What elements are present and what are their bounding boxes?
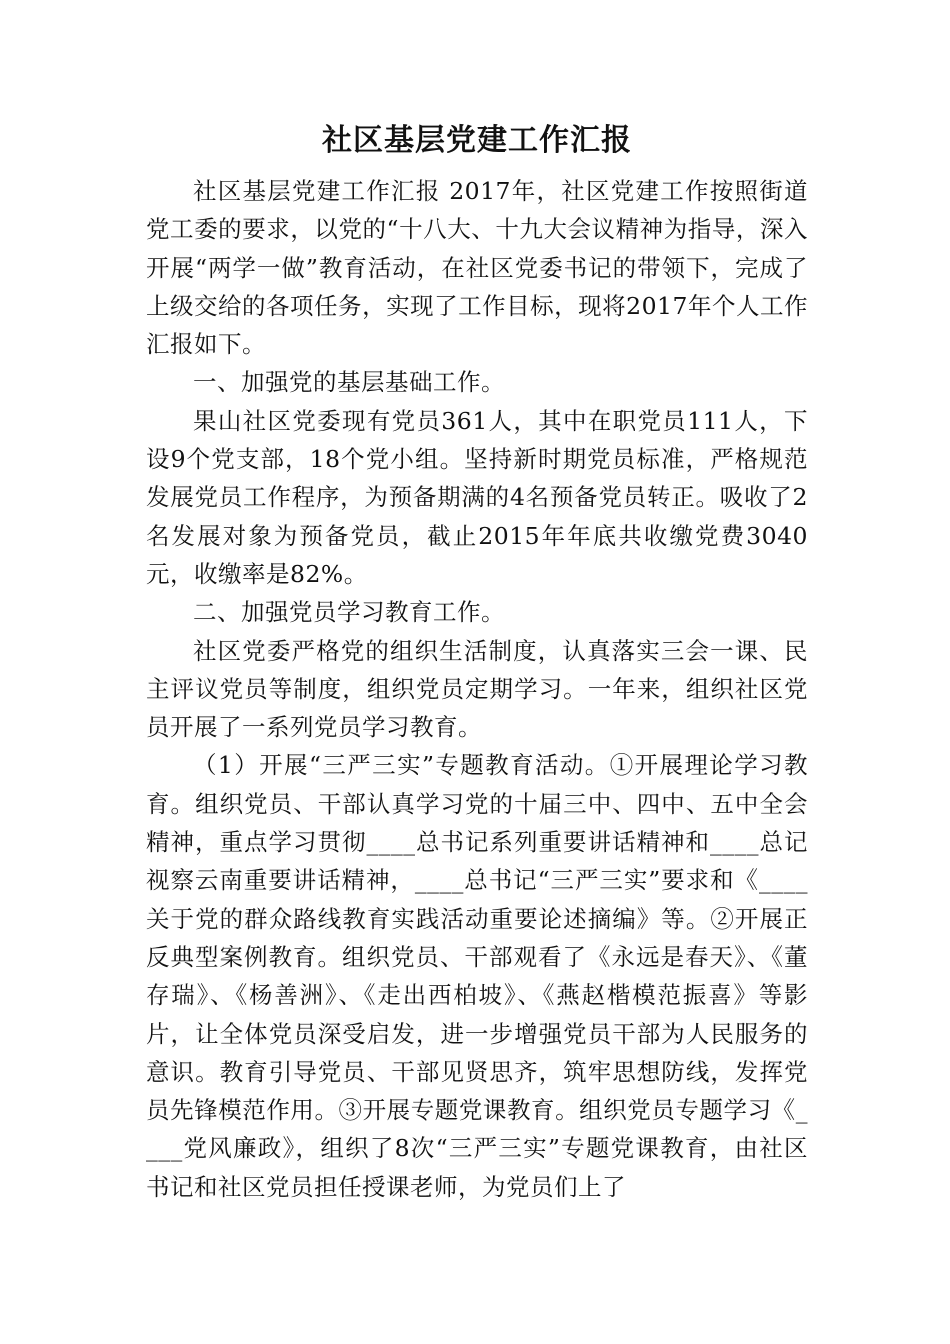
paragraph-intro: 社区基层党建工作汇报 2017年，社区党建工作按照街道党工委的要求，以党的“十八大、十九大会议精神为指导，深入开展“两学一做”教育活动，在社区党委书记的带领下，完成了上级交给的各项任务，实现了工作目标，现将2017年个人工作汇报如下。	[146, 177, 808, 359]
paragraph-item-1: （1）开展“三严三实”专题教育活动。①开展理论学习教育。组织党员、干部认真学习党的十届三中、四中、五中全会精神，重点学习贯彻____总书记系列重要讲话精神和____总记视察云南重要讲话精神，____总书记“三严三实”要求和《____关于党的群众路线教育实践活动重要论述摘编》等。②开展正反典型案例教育。组织党员、干部观看了《永远是春天》、《董存瑞》、《杨善洲》、《走出西柏坡》、《燕赵楷模范振喜》等影片，让全体党员深受启发，进一步增强党员干部为人民服务的意识。教育引导党员、干部见贤思齐，筑牢思想防线，发挥党员先锋模范作用。③开展专题党课教育。组织党员专题学习《____党风廉政》，组织了8次“三严三实”专题党课教育，由社区书记和社区党员担任授课老师，为党员们上了	[146, 751, 808, 1201]
section-heading-2: 二、加强党员学习教育工作。	[193, 598, 505, 627]
section-heading-1: 一、加强党的基层基础工作。	[193, 368, 505, 397]
paragraph-section-2: 社区党委严格党的组织生活制度，认真落实三会一课、民主评议党员等制度，组织党员定期学习。一年来，组织社区党员开展了一系列党员学习教育。	[146, 636, 808, 742]
document-page	[146, 118, 808, 1206]
document-title: 社区基层党建工作汇报	[322, 123, 632, 158]
paragraph-section-1: 果山社区党委现有党员361人，其中在职党员111人，下设9个党支部，18个党小组。坚持新时期党员标准，严格规范发展党员工作程序，为预备期满的4名预备党员转正。吸收了2名发展对象为预备党员，截止2015年年底共收缴党费3040元，收缴率是82%。	[146, 406, 808, 588]
